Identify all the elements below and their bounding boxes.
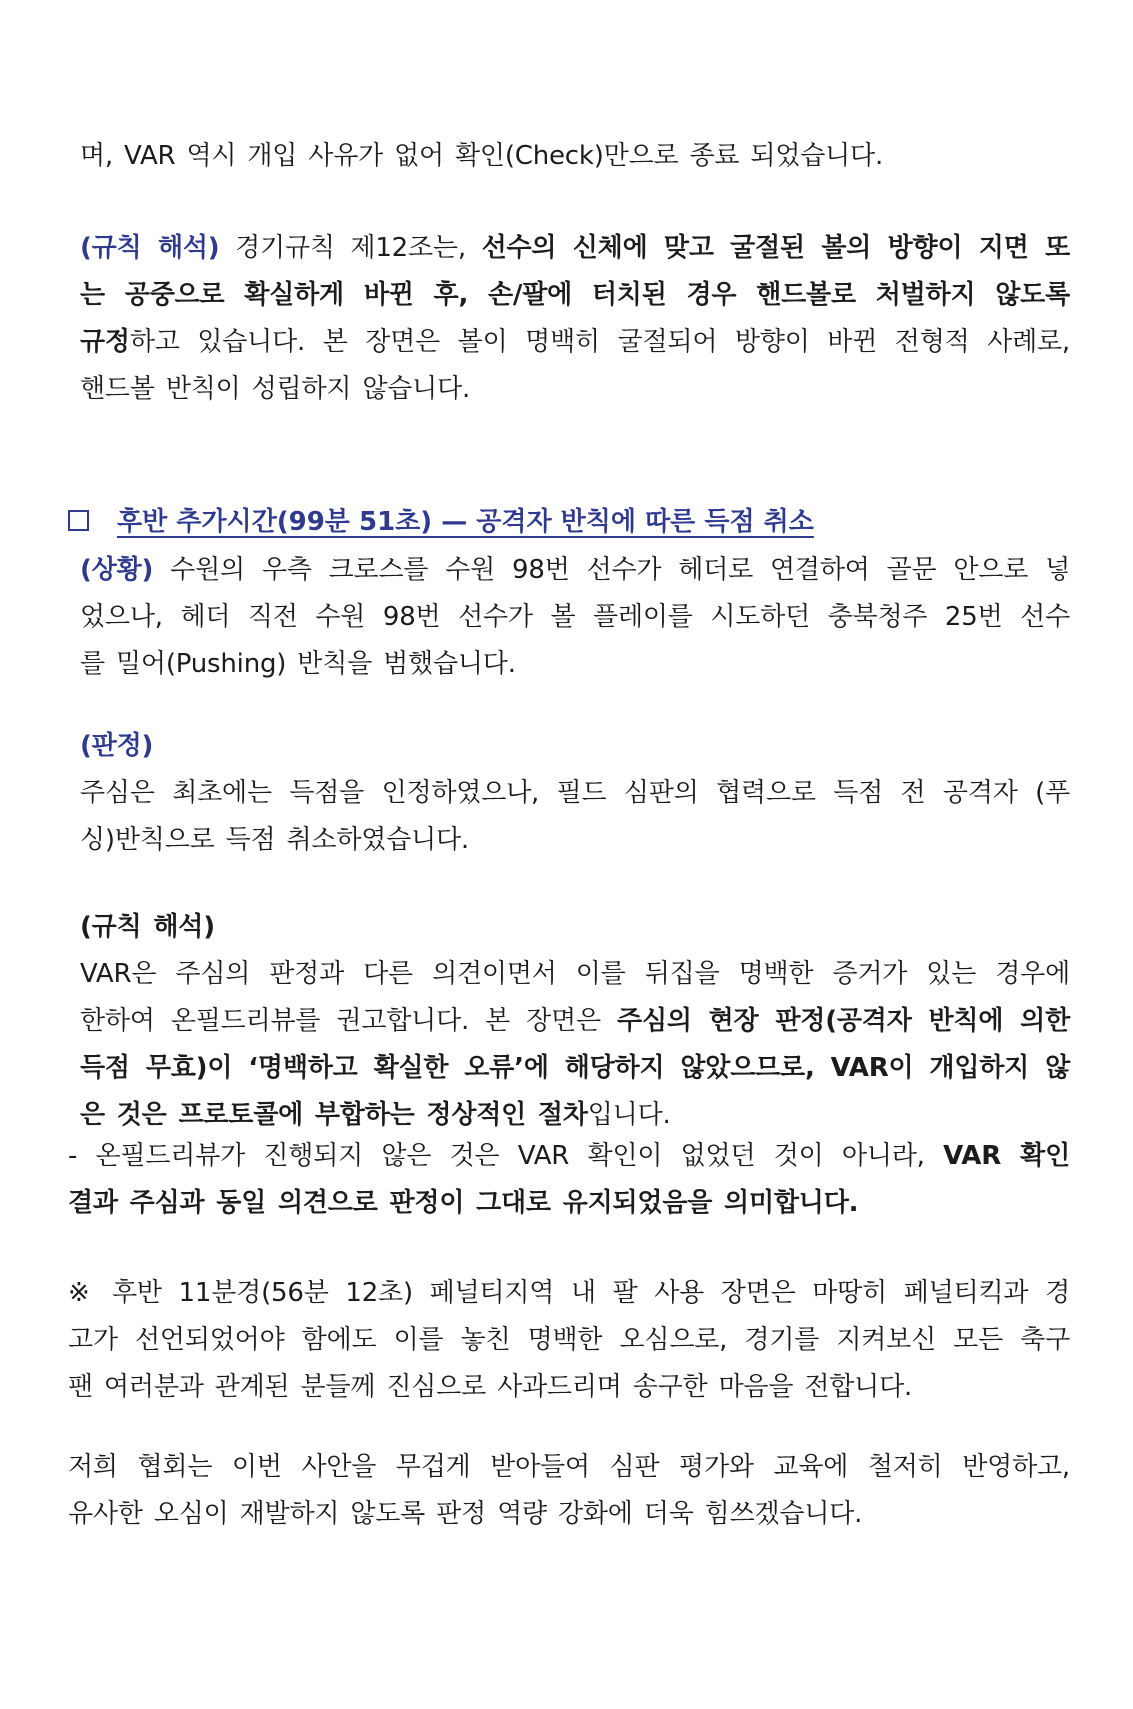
rule2-line-1: VAR은 주심의 판정과 다른 의견이면서 이를 뒤집을 명백한 증거가 있는 경우에 <box>80 959 1070 989</box>
checkbox-square-icon <box>68 510 89 531</box>
closing-paragraph <box>68 1444 1070 1538</box>
rule1-bold: 규정 <box>80 327 130 357</box>
rule2-line-6: 결과 주심과 동일 의견으로 판정이 그대로 유지되었음을 의미합니다. <box>68 1188 859 1218</box>
decision-label: (판정) <box>80 731 154 761</box>
rule1-text: 하고 있습니다. 본 장면은 볼이 명백히 굴절되어 방향이 바뀐 전형적 사례로, <box>129 327 1070 357</box>
rule1-paragraph <box>80 225 1070 413</box>
decision-line-1: 주심은 최초에는 득점을 인정하였으나, 필드 심판의 협력으로 득점 전 공격자 (푸 <box>80 778 1070 808</box>
rule2-bold: 은 것은 프로토콜에 부합하는 정상적인 절차 <box>80 1100 588 1130</box>
rule2-bold: 주심의 현장 판정(공격자 반칙에 의한 <box>617 1006 1070 1036</box>
section-heading-text: 후반 추가시간(99분 51초) — 공격자 반칙에 따른 득점 취소 <box>117 507 814 537</box>
rule2-text: 한하여 온필드리뷰를 권고합니다. 본 장면은 <box>80 1006 618 1036</box>
apology-note-paragraph <box>68 1270 1070 1411</box>
rule1-bold: 선수의 신체에 맞고 굴절된 볼의 방향이 지면 또 <box>481 233 1070 263</box>
rule1-line-2: 는 공중으로 확실하게 바뀐 후, 손/팔에 터치된 경우 핸드볼로 처벌하지 않도록 <box>80 280 1070 310</box>
rule2-note-paragraph <box>68 1133 1070 1227</box>
note-line-2: 고가 선언되었어야 함에도 이를 놓친 명백한 오심으로, 경기를 지켜보신 모든 축구 <box>68 1325 1070 1355</box>
rule1-line-1 <box>80 225 1070 272</box>
intro-paragraph <box>80 133 1070 180</box>
rule2-bold: VAR 확인 <box>943 1141 1070 1171</box>
situation-line-2: 었으나, 헤더 직전 수원 98번 선수가 볼 플레이를 시도하던 충북청주 25번 선수 <box>80 602 1070 632</box>
closing-line-2: 유사한 오심이 재발하지 않도록 판정 역량 강화에 더욱 힘쓰겠습니다. <box>68 1499 863 1529</box>
intro-line: 며, VAR 역시 개입 사유가 없어 확인(Check)만으로 종료 되었습니다. <box>80 141 884 171</box>
situation-label: (상황) <box>80 555 154 585</box>
rule2-label: (규칙 해석) <box>80 912 215 942</box>
situation-line-1 <box>80 547 1070 594</box>
rule1-text: 경기규칙 제12조는, <box>219 233 482 263</box>
section-heading <box>68 502 814 542</box>
rule1-line-3 <box>80 319 1070 366</box>
situation-paragraph <box>80 547 1070 688</box>
note-line-3: 팬 여러분과 관계된 분들께 진심으로 사과드리며 송구한 마음을 전합니다. <box>68 1372 913 1402</box>
closing-line-1: 저희 협회는 이번 사안을 무겁게 받아들여 심판 평가와 교육에 철저히 반영하고, <box>68 1452 1070 1482</box>
rule1-line-4: 핸드볼 반칙이 성립하지 않습니다. <box>80 374 471 404</box>
rule2-line-3: 득점 무효)이 ‘명백하고 확실한 오류’에 해당하지 않았으므로, VAR이 개입하지 않 <box>80 1053 1070 1083</box>
rule2-text: - 온필드리뷰가 진행되지 않은 것은 VAR 확인이 없었던 것이 아니라, <box>68 1141 944 1171</box>
rule2-text: 입니다. <box>587 1100 671 1130</box>
rule1-label: (규칙 해석) <box>80 233 220 263</box>
situation-text: 수원의 우측 크로스를 수원 98번 선수가 헤더로 연결하여 골문 안으로 넣 <box>153 555 1070 585</box>
rule2-line-5 <box>68 1133 1070 1180</box>
rule2-line-2 <box>80 998 1070 1045</box>
note-line-1: ※ 후반 11분경(56분 12초) 페널티지역 내 팔 사용 장면은 마땅히 페널티킥과 경 <box>68 1278 1070 1308</box>
situation-line-3: 를 밀어(Pushing) 반칙을 범했습니다. <box>80 649 516 679</box>
decision-line-2: 싱)반칙으로 득점 취소하였습니다. <box>80 825 469 855</box>
rule2-paragraph <box>80 904 1070 1139</box>
rule2-line-4 <box>80 1092 1070 1139</box>
decision-paragraph <box>80 723 1070 864</box>
